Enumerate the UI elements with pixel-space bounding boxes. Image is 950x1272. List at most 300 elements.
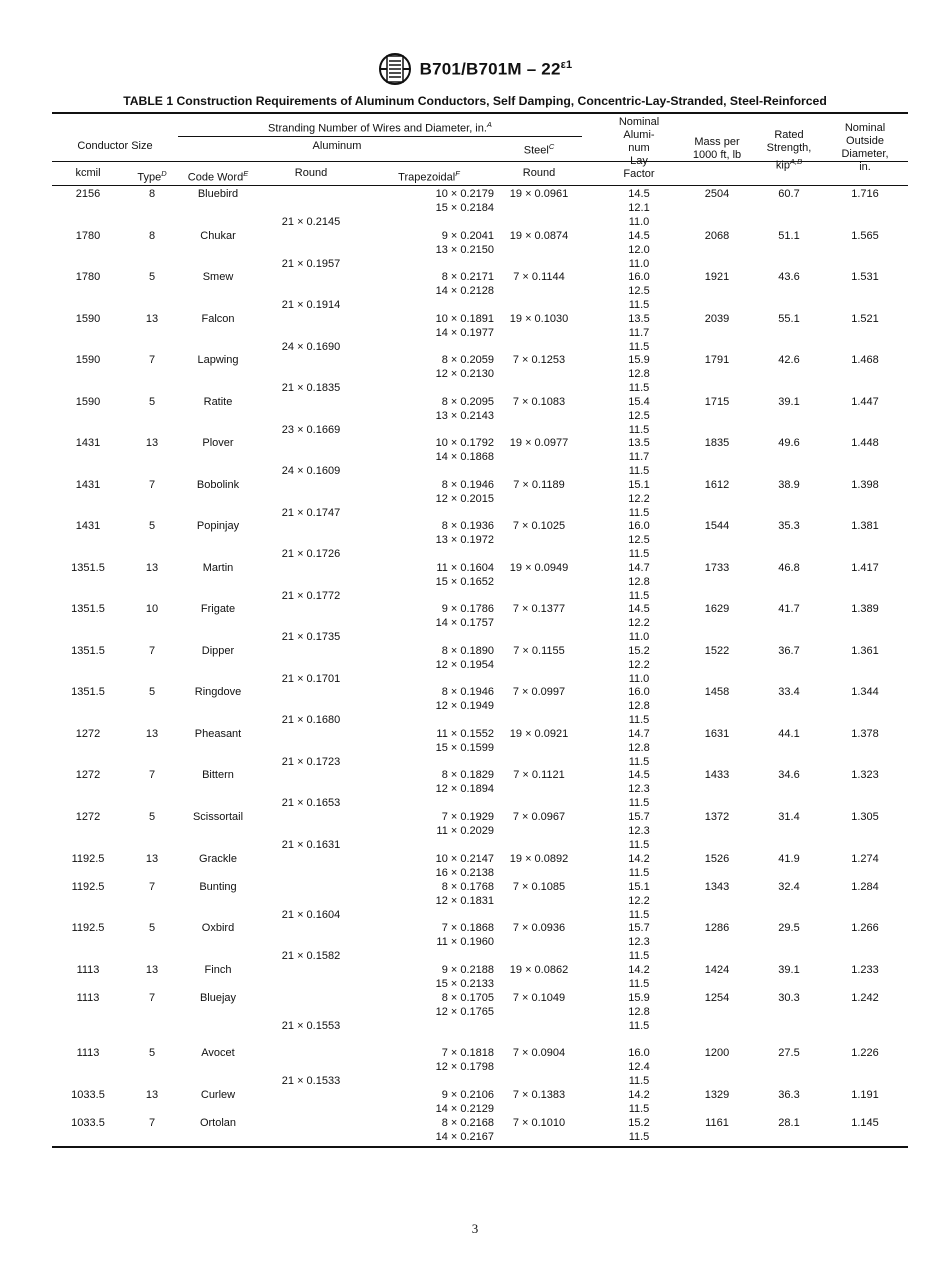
cell-lay-factor: 12.3 — [628, 824, 650, 837]
cell-type: 13 — [145, 562, 159, 574]
cell-kcmil: 1272 — [75, 811, 101, 823]
cell-kcmil: 1272 — [75, 728, 101, 740]
cell-trapezoidal: 12 × 0.1798 — [435, 1060, 494, 1073]
cell-lay-factor: 12.2 — [628, 616, 650, 629]
header-code-word: Code Word$^E$ — [187, 169, 249, 184]
cell-steel: 19 × 0.0977 — [509, 437, 569, 449]
cell-kcmil: 1780 — [75, 271, 101, 283]
cell-lay-factor: 11.7 — [628, 326, 650, 339]
cell-rated-strength: 41.9 — [778, 853, 800, 865]
cell-kcmil: 1780 — [75, 230, 101, 242]
cell-code-word: Curlew — [200, 1089, 236, 1101]
cell-trapezoidal: 13 × 0.1972 — [435, 533, 494, 546]
cell-trapezoidal: 12 × 0.2130 — [435, 367, 494, 380]
cell-code-word: Scissortail — [192, 811, 244, 823]
cell-code-word: Ratite — [203, 396, 233, 408]
cell-kcmil: 1351.5 — [71, 686, 105, 698]
cell-lay-factor: 11.7 — [628, 450, 650, 463]
cell-steel: 7 × 0.1253 — [512, 354, 566, 366]
cell-diameter: 1.323 — [851, 769, 879, 781]
cell-trapezoidal: 12 × 0.1831 — [435, 894, 494, 907]
cell-trapezoidal: 8 × 0.1768 — [441, 881, 494, 893]
table-top-rule — [52, 112, 908, 114]
cell-trapezoidal: 8 × 0.2171 — [441, 271, 494, 283]
cell-mass: 1835 — [704, 437, 730, 449]
cell-type: 5 — [148, 520, 156, 532]
cell-lay-factor: 12.3 — [628, 935, 650, 948]
cell-diameter: 1.417 — [851, 562, 879, 574]
cell-mass: 2504 — [704, 188, 730, 200]
cell-diameter: 1.398 — [851, 479, 879, 491]
cell-type: 5 — [148, 922, 156, 934]
cell-rated-strength: 39.1 — [778, 964, 800, 976]
cell-round: 21 × 0.1723 — [281, 755, 341, 768]
cell-diameter: 1.531 — [851, 271, 879, 283]
cell-lay-factor: 11.0 — [628, 257, 650, 270]
cell-rated-strength: 42.6 — [778, 354, 800, 366]
cell-lay-factor: 15.9 — [628, 354, 650, 366]
cell-trapezoidal: 12 × 0.1954 — [435, 658, 494, 671]
cell-lay-factor: 11.5 — [628, 755, 650, 768]
cell-kcmil: 1431 — [75, 437, 101, 449]
cell-trapezoidal: 8 × 0.1705 — [441, 992, 494, 1004]
cell-code-word: Lapwing — [197, 354, 239, 366]
cell-lay-factor: 16.0 — [628, 271, 650, 283]
cell-round: 21 × 0.1701 — [281, 672, 341, 685]
cell-code-word: Bittern — [202, 769, 234, 781]
cell-diameter: 1.233 — [851, 964, 879, 976]
cell-diameter: 1.191 — [851, 1089, 879, 1101]
cell-diameter: 1.242 — [851, 992, 879, 1004]
cell-lay-factor: 12.4 — [628, 1060, 650, 1073]
cell-diameter: 1.447 — [851, 396, 879, 408]
cell-code-word: Grackle — [199, 853, 237, 865]
cell-lay-factor: 11.5 — [628, 977, 650, 990]
header-lay-factor: Nominal Alumi- num Lay Factor — [618, 116, 660, 180]
cell-lay-factor: 12.2 — [628, 658, 650, 671]
header-aluminum: Aluminum — [312, 140, 362, 152]
cell-lay-factor: 14.2 — [628, 1089, 650, 1101]
astm-logo-icon — [378, 52, 412, 86]
cell-lay-factor: 11.5 — [628, 1019, 650, 1032]
cell-steel: 7 × 0.1155 — [513, 645, 565, 657]
cell-mass: 1715 — [704, 396, 730, 408]
cell-rated-strength: 32.4 — [778, 881, 800, 893]
cell-diameter: 1.344 — [851, 686, 879, 698]
cell-lay-factor: 12.3 — [628, 782, 650, 795]
cell-code-word: Bluebird — [197, 188, 239, 200]
cell-steel: 19 × 0.0921 — [509, 728, 569, 740]
cell-round: 21 × 0.1533 — [281, 1074, 341, 1087]
cell-lay-factor: 11.5 — [628, 381, 650, 394]
cell-type: 7 — [148, 645, 156, 657]
cell-lay-factor: 12.5 — [628, 533, 650, 546]
cell-type: 5 — [148, 1047, 156, 1059]
cell-mass: 1612 — [704, 479, 730, 491]
cell-lay-factor: 16.0 — [628, 520, 650, 532]
cell-steel: 7 × 0.1383 — [512, 1089, 566, 1101]
cell-lay-factor: 12.5 — [628, 284, 650, 297]
cell-type: 5 — [148, 811, 156, 823]
cell-steel: 7 × 0.1010 — [512, 1117, 566, 1129]
cell-kcmil: 1590 — [75, 313, 101, 325]
cell-lay-factor: 15.9 — [628, 992, 650, 1004]
cell-code-word: Bunting — [199, 881, 237, 893]
cell-lay-factor: 12.8 — [628, 741, 650, 754]
cell-round: 21 × 0.1604 — [281, 908, 341, 921]
cell-kcmil: 1351.5 — [71, 562, 105, 574]
cell-trapezoidal: 7 × 0.1929 — [441, 811, 494, 823]
cell-mass: 1200 — [704, 1047, 730, 1059]
cell-code-word: Ringdove — [194, 686, 242, 698]
cell-trapezoidal: 11 × 0.1960 — [436, 935, 494, 948]
cell-rated-strength: 55.1 — [778, 313, 800, 325]
cell-mass: 1458 — [704, 686, 730, 698]
cell-steel: 7 × 0.1085 — [512, 881, 566, 893]
cell-round: 21 × 0.1772 — [281, 589, 341, 602]
cell-lay-factor: 15.4 — [628, 396, 650, 408]
cell-lay-factor: 11.5 — [628, 949, 650, 962]
cell-type: 7 — [148, 354, 156, 366]
cell-round: 24 × 0.1690 — [281, 340, 341, 353]
cell-lay-factor: 16.0 — [628, 686, 650, 698]
cell-rated-strength: 60.7 — [778, 188, 800, 200]
cell-mass: 1791 — [704, 354, 730, 366]
cell-lay-factor: 15.2 — [628, 645, 650, 657]
cell-trapezoidal: 15 × 0.1652 — [435, 575, 494, 588]
cell-type: 7 — [148, 992, 156, 1004]
cell-lay-factor: 12.8 — [628, 699, 650, 712]
cell-code-word: Finch — [204, 964, 232, 976]
cell-type: 13 — [145, 964, 159, 976]
cell-round: 21 × 0.1582 — [281, 949, 341, 962]
cell-type: 7 — [148, 1117, 156, 1129]
standard-designation: $B701/B701M - 22^{\varepsilon 1}$ — [419, 58, 573, 79]
cell-kcmil: 1351.5 — [71, 603, 105, 615]
cell-trapezoidal: 9 × 0.2041 — [441, 230, 494, 242]
cell-rated-strength: 44.1 — [778, 728, 800, 740]
cell-rated-strength: 46.8 — [778, 562, 800, 574]
cell-kcmil: 1033.5 — [71, 1117, 105, 1129]
cell-lay-factor: 11.5 — [628, 838, 650, 851]
cell-steel: 19 × 0.0874 — [509, 230, 569, 242]
cell-lay-factor: 12.8 — [628, 367, 650, 380]
cell-steel: 19 × 0.0892 — [509, 853, 569, 865]
cell-code-word: Bobolink — [196, 479, 240, 491]
cell-lay-factor: 13.5 — [628, 313, 650, 325]
cell-rated-strength: 29.5 — [778, 922, 800, 934]
cell-trapezoidal: 14 × 0.1868 — [435, 450, 494, 463]
cell-lay-factor: 14.5 — [628, 230, 650, 242]
cell-code-word: Pheasant — [194, 728, 242, 740]
cell-diameter: 1.305 — [851, 811, 879, 823]
cell-trapezoidal: 15 × 0.2184 — [435, 201, 494, 214]
cell-trapezoidal: 9 × 0.2106 — [441, 1089, 494, 1101]
cell-diameter: 1.468 — [851, 354, 879, 366]
cell-trapezoidal: 8 × 0.1829 — [441, 769, 494, 781]
cell-trapezoidal: 14 × 0.2129 — [435, 1102, 494, 1115]
page-number: 3 — [471, 1221, 479, 1236]
cell-mass: 1161 — [705, 1117, 729, 1129]
cell-kcmil: 1431 — [75, 479, 101, 491]
cell-trapezoidal: 12 × 0.1949 — [435, 699, 494, 712]
cell-diameter: 1.145 — [851, 1117, 879, 1129]
cell-trapezoidal: 10 × 0.2147 — [435, 853, 494, 865]
cell-type: 7 — [148, 769, 156, 781]
cell-lay-factor: 14.5 — [628, 603, 650, 615]
cell-lay-factor: 12.1 — [628, 201, 650, 214]
cell-diameter: 1.381 — [851, 520, 879, 532]
cell-lay-factor: 11.5 — [628, 1074, 650, 1087]
cell-steel: 7 × 0.1049 — [512, 992, 566, 1004]
cell-lay-factor: 11.5 — [628, 547, 650, 560]
cell-lay-factor: 15.7 — [628, 811, 650, 823]
cell-rated-strength: 43.6 — [778, 271, 800, 283]
cell-code-word: Plover — [202, 437, 234, 449]
cell-code-word: Avocet — [201, 1047, 235, 1059]
cell-type: 13 — [145, 1089, 159, 1101]
cell-type: 5 — [148, 686, 156, 698]
cell-trapezoidal: 11 × 0.1604 — [436, 562, 494, 574]
cell-rated-strength: 39.1 — [778, 396, 800, 408]
cell-diameter: 1.716 — [851, 188, 879, 200]
cell-kcmil: 1590 — [75, 396, 101, 408]
cell-steel: 7 × 0.1025 — [512, 520, 566, 532]
cell-lay-factor: 11.5 — [628, 423, 650, 436]
cell-trapezoidal: 12 × 0.1894 — [435, 782, 494, 795]
cell-round: 21 × 0.1914 — [281, 298, 341, 311]
cell-mass: 1522 — [704, 645, 730, 657]
cell-lay-factor: 14.2 — [628, 964, 650, 976]
cell-round: 21 × 0.1835 — [281, 381, 341, 394]
cell-diameter: 1.284 — [851, 881, 879, 893]
cell-rated-strength: 36.3 — [778, 1089, 800, 1101]
cell-round: 21 × 0.2145 — [281, 215, 341, 228]
header-rated-strength: Rated Strength, kip$^{A,B}$ — [766, 129, 812, 172]
cell-lay-factor: 15.2 — [628, 1117, 650, 1129]
cell-diameter: 1.389 — [851, 603, 879, 615]
cell-round: 21 × 0.1631 — [281, 838, 341, 851]
cell-steel: 19 × 0.0862 — [509, 964, 569, 976]
cell-mass: 2039 — [704, 313, 730, 325]
cell-mass: 1286 — [704, 922, 730, 934]
cell-trapezoidal: 8 × 0.1890 — [441, 645, 494, 657]
cell-lay-factor: 14.7 — [628, 562, 650, 574]
cell-lay-factor: 12.0 — [628, 243, 650, 256]
cell-lay-factor: 11.5 — [628, 340, 650, 353]
cell-kcmil: 1033.5 — [71, 1089, 105, 1101]
cell-trapezoidal: 13 × 0.2143 — [435, 409, 494, 422]
cell-lay-factor: 14.5 — [628, 188, 650, 200]
cell-type: 13 — [145, 853, 159, 865]
cell-trapezoidal: 7 × 0.1818 — [441, 1047, 494, 1059]
cell-kcmil: 1113 — [76, 992, 100, 1004]
cell-steel: 7 × 0.0904 — [512, 1047, 566, 1059]
cell-steel: 19 × 0.1030 — [509, 313, 569, 325]
cell-steel: 7 × 0.1083 — [512, 396, 566, 408]
cell-lay-factor: 11.5 — [628, 1130, 650, 1143]
cell-mass: 1631 — [704, 728, 730, 740]
cell-steel: 7 × 0.0967 — [512, 811, 566, 823]
cell-round: 21 × 0.1726 — [281, 547, 341, 560]
cell-round: 21 × 0.1747 — [281, 506, 341, 519]
cell-lay-factor: 13.5 — [628, 437, 650, 449]
cell-lay-factor: 15.1 — [628, 479, 650, 491]
cell-lay-factor: 15.7 — [628, 922, 650, 934]
cell-code-word: Smew — [202, 271, 234, 283]
cell-lay-factor: 12.5 — [628, 409, 650, 422]
cell-diameter: 1.448 — [851, 437, 879, 449]
cell-round: 23 × 0.1669 — [281, 423, 341, 436]
cell-type: 7 — [148, 479, 156, 491]
cell-trapezoidal: 12 × 0.2015 — [435, 492, 494, 505]
cell-rated-strength: 33.4 — [778, 686, 800, 698]
cell-diameter: 1.361 — [851, 645, 879, 657]
cell-mass: 1433 — [704, 769, 730, 781]
cell-round: 21 × 0.1957 — [281, 257, 341, 270]
cell-code-word: Frigate — [200, 603, 236, 615]
cell-trapezoidal: 15 × 0.2133 — [435, 977, 494, 990]
cell-lay-factor: 15.1 — [628, 881, 650, 893]
header-diameter: Nominal Outside Diameter, in. — [841, 122, 889, 173]
header-kcmil: kcmil — [75, 167, 101, 179]
header-type: Type$^D$ — [137, 169, 167, 184]
cell-rated-strength: 27.5 — [778, 1047, 800, 1059]
cell-kcmil: 2156 — [75, 188, 101, 200]
cell-rated-strength: 34.6 — [778, 769, 800, 781]
cell-mass: 1733 — [704, 562, 730, 574]
cell-type: 7 — [148, 881, 156, 893]
table-title: TABLE 1 Construction Requirements of Aluminum Conductors, Self Damping, Concentric-Lay-Stranded, Steel-Reinforced — [123, 94, 827, 108]
cell-lay-factor: 11.5 — [628, 298, 650, 311]
cell-kcmil: 1590 — [75, 354, 101, 366]
cell-lay-factor: 11.5 — [628, 589, 650, 602]
cell-rated-strength: 49.6 — [778, 437, 800, 449]
cell-lay-factor: 14.7 — [628, 728, 650, 740]
cell-lay-factor: 12.2 — [628, 894, 650, 907]
cell-diameter: 1.378 — [851, 728, 879, 740]
cell-diameter: 1.266 — [851, 922, 879, 934]
cell-lay-factor: 11.5 — [628, 506, 650, 519]
cell-trapezoidal: 7 × 0.1868 — [441, 922, 494, 934]
cell-type: 5 — [148, 396, 156, 408]
cell-rated-strength: 41.7 — [778, 603, 800, 615]
cell-code-word: Dipper — [201, 645, 235, 657]
cell-lay-factor: 11.5 — [628, 1102, 650, 1115]
cell-lay-factor: 11.5 — [628, 908, 650, 921]
cell-lay-factor: 11.0 — [628, 630, 650, 643]
cell-trapezoidal: 12 × 0.1765 — [435, 1005, 494, 1018]
header-conductor-size: Conductor Size — [77, 140, 153, 152]
cell-type: 8 — [148, 230, 156, 242]
cell-diameter: 1.521 — [851, 313, 879, 325]
cell-trapezoidal: 10 × 0.2179 — [435, 188, 494, 200]
cell-type: 10 — [145, 603, 159, 615]
cell-lay-factor: 14.2 — [628, 853, 650, 865]
cell-mass: 1372 — [704, 811, 730, 823]
header-mass: Mass per 1000 ft, lb — [692, 136, 742, 161]
cell-diameter: 1.565 — [851, 230, 879, 242]
stranding-rule — [178, 136, 582, 137]
cell-mass: 2068 — [704, 230, 730, 242]
cell-lay-factor: 11.5 — [628, 713, 650, 726]
cell-lay-factor: 12.2 — [628, 492, 650, 505]
header-steel-round: Round — [522, 167, 556, 179]
cell-code-word: Bluejay — [199, 992, 237, 1004]
header-round: Round — [294, 167, 328, 179]
cell-kcmil: 1351.5 — [71, 645, 105, 657]
cell-lay-factor: 11.5 — [628, 796, 650, 809]
cell-trapezoidal: 8 × 0.2168 — [441, 1117, 494, 1129]
cell-round: 24 × 0.1609 — [281, 464, 341, 477]
cell-code-word: Ortolan — [199, 1117, 237, 1129]
header-trapezoidal: Trapezoidal$^F$ — [398, 169, 460, 184]
cell-steel: 7 × 0.0997 — [512, 686, 566, 698]
cell-steel: 7 × 0.1121 — [513, 769, 565, 781]
cell-trapezoidal: 8 × 0.1946 — [441, 479, 494, 491]
cell-type: 13 — [145, 437, 159, 449]
cell-round: 21 × 0.1680 — [281, 713, 341, 726]
cell-trapezoidal: 8 × 0.2059 — [441, 354, 494, 366]
cell-trapezoidal: 14 × 0.1977 — [435, 326, 494, 339]
cell-code-word: Martin — [202, 562, 234, 574]
cell-rated-strength: 31.4 — [778, 811, 800, 823]
cell-type: 13 — [145, 728, 159, 740]
cell-trapezoidal: 14 × 0.2128 — [435, 284, 494, 297]
cell-mass: 1921 — [704, 271, 730, 283]
cell-lay-factor: 12.8 — [628, 575, 650, 588]
cell-kcmil: 1192.5 — [71, 881, 105, 893]
cell-kcmil: 1192.5 — [71, 922, 105, 934]
cell-type: 5 — [148, 271, 156, 283]
cell-mass: 1424 — [704, 964, 730, 976]
cell-lay-factor: 14.5 — [628, 769, 650, 781]
cell-trapezoidal: 14 × 0.2167 — [435, 1130, 494, 1143]
cell-trapezoidal: 11 × 0.2029 — [436, 824, 494, 837]
cell-trapezoidal: 10 × 0.1891 — [435, 313, 494, 325]
cell-mass: 1629 — [704, 603, 730, 615]
cell-steel: 7 × 0.1144 — [513, 271, 565, 283]
header-bottom-rule — [52, 185, 908, 186]
cell-rated-strength: 51.1 — [778, 230, 800, 242]
cell-trapezoidal: 13 × 0.2150 — [435, 243, 494, 256]
cell-code-word: Chukar — [200, 230, 236, 242]
document-header — [0, 52, 950, 86]
cell-steel: 7 × 0.1377 — [512, 603, 566, 615]
cell-code-word: Oxbird — [201, 922, 235, 934]
cell-type: 8 — [148, 188, 156, 200]
cell-trapezoidal: 10 × 0.1792 — [435, 437, 494, 449]
cell-rated-strength: 36.7 — [778, 645, 800, 657]
cell-round: 21 × 0.1553 — [281, 1019, 341, 1032]
header-stranding: Stranding Number of Wires and Diameter, in.$^A$ — [268, 120, 492, 135]
cell-lay-factor: 11.5 — [628, 866, 650, 879]
cell-kcmil: 1272 — [75, 769, 101, 781]
cell-code-word: Falcon — [201, 313, 235, 325]
cell-rated-strength: 30.3 — [778, 992, 800, 1004]
table-bottom-rule — [52, 1146, 908, 1148]
cell-mass: 1526 — [704, 853, 730, 865]
cell-kcmil: 1113 — [76, 964, 100, 976]
cell-mass: 1544 — [704, 520, 730, 532]
cell-code-word: Popinjay — [196, 520, 240, 532]
cell-mass: 1329 — [704, 1089, 730, 1101]
cell-type: 13 — [145, 313, 159, 325]
cell-trapezoidal: 9 × 0.1786 — [441, 603, 494, 615]
cell-steel: 7 × 0.0936 — [512, 922, 566, 934]
cell-steel: 7 × 0.1189 — [513, 479, 565, 491]
cell-mass: 1254 — [704, 992, 730, 1004]
